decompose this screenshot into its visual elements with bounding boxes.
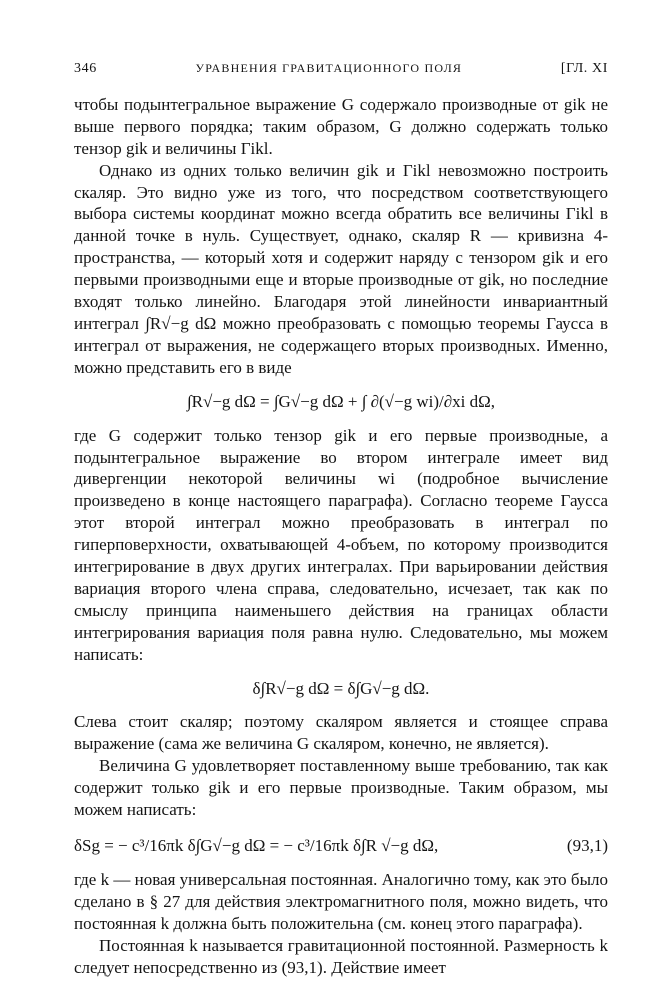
formula-gravitational-action: [74, 835, 608, 857]
formula-93-1: δSg = − c³/16πk δ∫G√−g dΩ = − c³/16πk δ∫R √−g dΩ,: [74, 836, 439, 855]
paragraph-2: Однако из одних только величин gik и Γikl невозможно построить скаляр. Это видно уже из того, что посредством соответствующего выбора системы координат можно всегда обратить все величины Γikl в данной точке в нуль. Существует, однако, скаляр R — кривизна 4-пространства, — который хотя и содержит наряду с тензором gik и его первыми производными еще и вторые производные от gik, но последние входят только линейно. Благодаря этой линейности инвариантный интеграл ∫R√−g dΩ можно преобразовать с помощью теоремы Гаусса в интеграл от выражения, не содержащего вторых производных. Именно, можно представить его в виде: [74, 160, 608, 377]
page: [74, 58, 608, 978]
running-title: УРАВНЕНИЯ ГРАВИТАЦИОННОГО ПОЛЯ: [195, 61, 463, 75]
paragraph-7: Постоянная k называется гравитационной постоянной. Размерность k следует непосредственно из (93,1). Действие имеет: [74, 935, 608, 977]
page-number: 346: [74, 61, 97, 76]
formula-variation-equality: δ∫R√−g dΩ = δ∫G√−g dΩ.: [252, 678, 430, 698]
paragraph-4: Слева стоит скаляр; поэтому скаляром является и стоящее справа выражение (сама же величина G скаляром, конечно, не является).: [74, 712, 608, 754]
paragraph-6: где k — новая универсальная постоянная. Аналогично тому, как это было сделано в § 27 для действия электромагнитного поля, можно видеть, что постоянная k должна быть положительна (см. конец этого параграфа).: [74, 869, 608, 933]
paragraph-5: Величина G удовлетворяет поставленному выше требованию, так как содержит только gik и его первые производные. Таким образом, мы можем написать:: [74, 756, 608, 820]
chapter-label: [ГЛ. XI: [560, 61, 608, 76]
formula-integral-decomposition: ∫R√−g dΩ = ∫G√−g dΩ + ∫ ∂(√−g wi)/∂xi dΩ,: [187, 391, 495, 411]
paragraph-1: чтобы подынтегральное выражение G содержало производные от gik не выше первого порядка; таким образом, G должно содержать только тензор gik и величины Γikl.: [74, 94, 608, 158]
running-header: [74, 58, 608, 80]
equation-number: (93,1): [566, 836, 608, 855]
paragraph-3: где G содержит только тензор gik и его первые производные, а подынтегральное выражение во втором интеграле имеет вид дивергенции некоторой величины wi (подробное вычисление произведено в конце настоящего параграфа). Согласно теореме Гаусса этот второй интеграл можно преобразовать в интеграл по гиперповерхности, охватывающей 4-объем, по которому производится интегрирование в двух других интегралах. При варьировании действия вариация второго члена справа, следовательно, исчезает, так как по смыслу принципа наименьшего действия на границах области интегрирования вариация поля равна нулю. Следовательно, мы можем написать:: [74, 425, 608, 664]
